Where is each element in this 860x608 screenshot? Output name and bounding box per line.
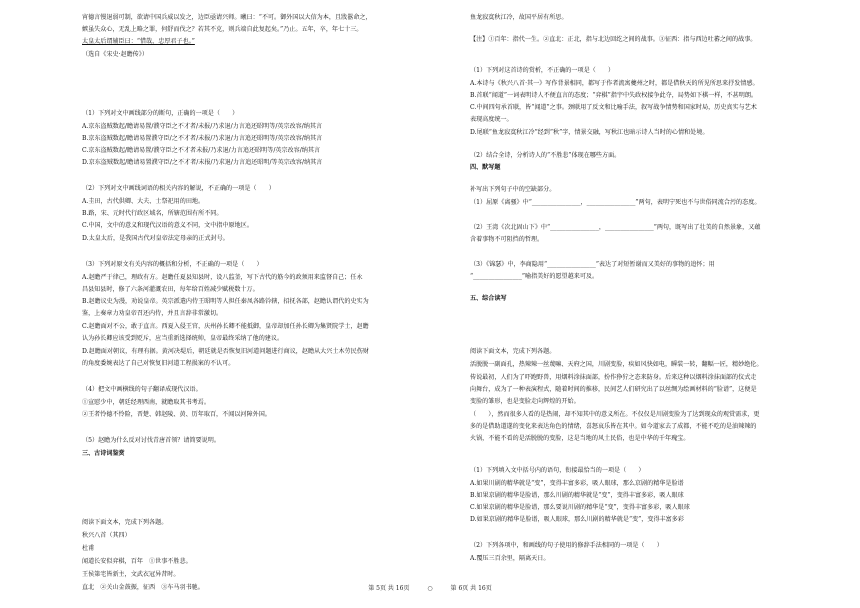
- left-text-line: C.赵瞻面对不公，敢于直言。西夏入侵王官，庆州孙长卿不能抵御，皇帝却加任孙长卿为集贤院学士，赵瞻: [82, 323, 369, 330]
- right-text-line: （2）下列各项中，和画线的句子使用的修辞手法相同的一项是（ ）: [470, 542, 663, 549]
- right-text-line: 活脱脱一副面孔，热辣辣一丝蔑嘛、天府之国，川剧变脸，疾如风快如电，瞬装一转，翻幅一匠，精妙绝伦。: [470, 361, 763, 368]
- right-text-line: （1）下列填入文中括号内的语句，衔接最恰当的一项是（ ）: [470, 467, 645, 474]
- left-text-line: 阅读下面文本，完成下列各题。: [82, 519, 168, 526]
- right-text-line: （ ），然而很多人看的是热闹，却不知其中的意义所在。不仅仅是川剧变脸为了达到现众的观赏需求，更: [470, 411, 760, 418]
- left-text-line: C.中国，文中的意义和现代汉语的意义不同，文中指中原地区。: [82, 222, 253, 229]
- left-text-line: ②王者怜德不怜险，晋楚、韩赵陵、黄、历年取百，不闻以河障外国。: [82, 411, 271, 418]
- right-text-line: A.本诗与《秋兴八首·其一》写作背景相同，都写于作者流寓夔州之时，都是借秋天的所见所思来抒发情感。: [470, 80, 759, 87]
- right-text-line: D.如果京剧的精华是脸谱，吸人眼球，那么川剧的精华就是“变”，变得丰富多彩: [470, 516, 684, 523]
- left-text-line: （选自《宋史·赵瞻传》）: [82, 51, 148, 58]
- left-text-line: 昌县知县时，修了六条河灌溉农田，每年给百姓减少赋税数十万。: [82, 286, 259, 293]
- right-text-line: 鱼龙寂寞秋江冷，故国平居有所思。: [470, 14, 568, 21]
- left-text-line: （1）下列对文中画线部分的断句，正确的一项是（ ）: [82, 110, 239, 117]
- left-text-line: （3）下列对原文有关内容的概括和分析，不正确的一项是（ ）: [82, 261, 263, 268]
- right-text-line: D.尾联“鱼龙寂寞秋江冷”经到“秋”字，情景交融，写秋江也暗示诗人当时的心情和处境。: [470, 129, 709, 136]
- footer-circle: ○: [427, 585, 433, 592]
- left-text-line: 直北 ②关山金鼓振，征西 ③车马羽书驰。: [82, 584, 204, 591]
- left-text-line: 三、古诗词鉴赏: [82, 450, 125, 457]
- page-footer: [0, 583, 860, 592]
- left-text-line: B.赵瞻议史为漫，劝说皇帝。英宗派遣内侍王昭明等人担任秦凤各路钤辖，招抚各部，赵瞻认谓代的史实为: [82, 298, 369, 305]
- left-text-line: B.京东盗贼数起/瞻请易置濮守臣/之不才者/未报/乃求退/力言追还昭明等/英宗改容/纳其言: [82, 135, 323, 142]
- right-text-line: （2）结合全诗，分析诗人的“不胜悲”体现在哪些方面。: [470, 152, 621, 159]
- right-text-line: 变脸的雏形，也是变脸走向辉煌的开始。: [470, 398, 580, 405]
- left-text-line: 宵德言慢退弱可制，欲请中国兵威以发之，边臣亟请兴师。曦曰：“不可。御外国以大信为本，且戕嚣命之，: [82, 14, 372, 21]
- left-text-line: D.赵瞻面对朝议，有理有据。黄河决堤后，朝廷就是否恢复旧河道问题进行商议，赵瞻从大兴土木劳民伤财: [82, 348, 369, 355]
- right-text-line: “________________”喻指美好的愿望越来可及。: [470, 273, 599, 280]
- left-text-line: 认为孙长卿应该受到贬斥，应当重新选择统帅，皇帝最终采纳了他的建议。: [82, 335, 284, 342]
- left-text-line: 鉴，上奏章力劝皇帝召还内侍，并且言辞非常激切。: [82, 310, 223, 317]
- right-text-line: B.如果京剧的精华是脸谱，那么川剧的精华就是“变”，变得丰富多彩，吸人眼球: [470, 492, 684, 499]
- left-text-line: D.太皇太后，是我国古代对皇帝法定母亲的正式封号。: [82, 235, 229, 242]
- right-text-line: 表现高度统一。: [470, 116, 513, 123]
- right-text-line: （3）《锦瑟》中，李商隐用“________________”表达了对短暂谢而又美好的事物的追怀；用: [470, 261, 715, 268]
- left-text-line: 的角度委婉表达了自己对恢复旧河道工程损案的不认可。: [82, 360, 235, 367]
- page-number-left: 第 5页 共 16页: [368, 585, 410, 592]
- right-text-line: C.中间四句承首联，皆“闻道”之事。颈联用了反文和比喻手法，叙写战争情势和国家时局，历史真实与艺术: [470, 104, 757, 111]
- left-text-line: 秋兴八首（其四）: [82, 532, 131, 539]
- right-text-line: 四、默写题: [470, 164, 501, 171]
- right-text-line: （2）王湾《次北固山下》中“________________，________________”两句，既写出了壮美的自然景象，又蕴: [470, 224, 761, 231]
- right-text-line: 火锅，不能不看的是活脱脱的变脸，这是当地的风土民俗，也是中华的千年瑰宝。: [470, 435, 690, 442]
- right-text-line: 补写出下列句子中的空缺部分。: [470, 186, 556, 193]
- right-text-line: C.如果京剧的精华是脸谱，那么要说川剧的精华是“变”，变得丰富多彩，吸人眼球: [470, 504, 690, 511]
- left-text-line: A.京东盗贼数起/瞻请易置/濮守臣之不才者/未报/乃求退/力言追还昭明等/英宗改容/纳其言: [82, 123, 323, 130]
- right-text-line: A.覆压三百余里，隔离天日。: [470, 555, 550, 562]
- left-text-line: A.圭田，古代供卿、大夫、士祭祀用的田地。: [82, 198, 205, 205]
- left-text-line: B.路，宋、元时代行政区域名，所辖范围有所不同。: [82, 210, 223, 217]
- right-text-line: 向舞台，成为了一种表演程式，随着时间的推移，民间艺人们研究出了以丝绸为绘画材料的“脸谱”，这便是: [470, 386, 757, 393]
- left-text-line: 太皇太后谓辅臣曰：“惜哉，忠厚君子也。”: [82, 38, 195, 45]
- left-text-line: A.赵瞻严于律己，理政有方。赵瞻任夏县知县时，设八监釜，写下古代的筋今的政须用来监督自己；任永: [82, 274, 363, 281]
- left-text-line: 嫉虽失众心，无乱上略之罪，何舒而伐之？若其不克，则兵端自此复起矣。”乃止。五年，卒，年七十三。: [82, 26, 363, 33]
- right-text-line: 【注】①百年：指代一生。②直北：正北，指与北边回纥之间的战事。③征西：指与西边吐蕃之间的战事。: [470, 36, 757, 43]
- left-text-line: 杜甫: [82, 545, 95, 552]
- right-text-line: 五、综合读写: [470, 295, 507, 302]
- left-text-line: 闻道长安似弈棋，百年 ①世事不胜悲。: [82, 558, 192, 565]
- left-text-line: （4）把文中画横线的句子翻译成现代汉语。: [82, 386, 202, 393]
- page-number-right: 第 6页 共 16页: [450, 585, 492, 592]
- right-text-line: A.如果川剧的精华就是“变”，变得丰富多彩，吸人眼球，那么京剧的精华是脸谱: [470, 480, 684, 487]
- left-text-line: （2）下列对文中画线词语的相关内容的解说，不正确的一项是（ ）: [82, 185, 275, 192]
- right-text-line: 阅读下面文本，完成下列各题。: [470, 348, 556, 355]
- right-text-line: 多的是借助道遂的变化来表达角色的情绪，喜怒哀乐皆在其中。如今道家去了成都，不能不吃的是油辣辣的: [470, 423, 757, 430]
- right-text-line: （1）下列对这首诗的赏析，不正确的一项是（ ）: [470, 67, 615, 74]
- right-text-line: 含着事物不可阻挡的哲理。: [470, 236, 544, 243]
- left-text-line: D.京东盗贼数起/瞻请易置濮守臣/之不才者/未报/乃求退/力言追还昭明/等英宗改容/纳其言: [82, 159, 323, 166]
- left-text-line: 王侯第宅皆新主，文武衣冠异昔时。: [82, 571, 180, 578]
- left-text-line: C.京东盗贼数起/瞻请易置/濮守臣之不才者未报/乃求退/力言追还昭明等/英宗改容/纳其言: [82, 147, 321, 154]
- left-text-line: ①宣慰少中，朝廷经理西南，就瞻取其书考焉。: [82, 399, 210, 406]
- right-text-line: 传说最初，人们为了吓跑野兽，用烟料涂抹面部，扮作狰狞之态来防身。后来这种以烟料涂抹面部的仪式走: [470, 374, 757, 381]
- left-text-line: （5）赵瞻为什么反对讨伐青唐首领？请简要说明。: [82, 437, 220, 444]
- right-text-line: B.首联“闻道”一词表明诗人不便直言的态度；“弈棋”指宇中失政权接争此夺，局势如下棋一样，不甚明朗。: [470, 92, 758, 99]
- right-text-line: （1）屈原《离骚》中“________________，________________”两句，表明宁死也不与世俗同流合污的态度。: [470, 199, 761, 206]
